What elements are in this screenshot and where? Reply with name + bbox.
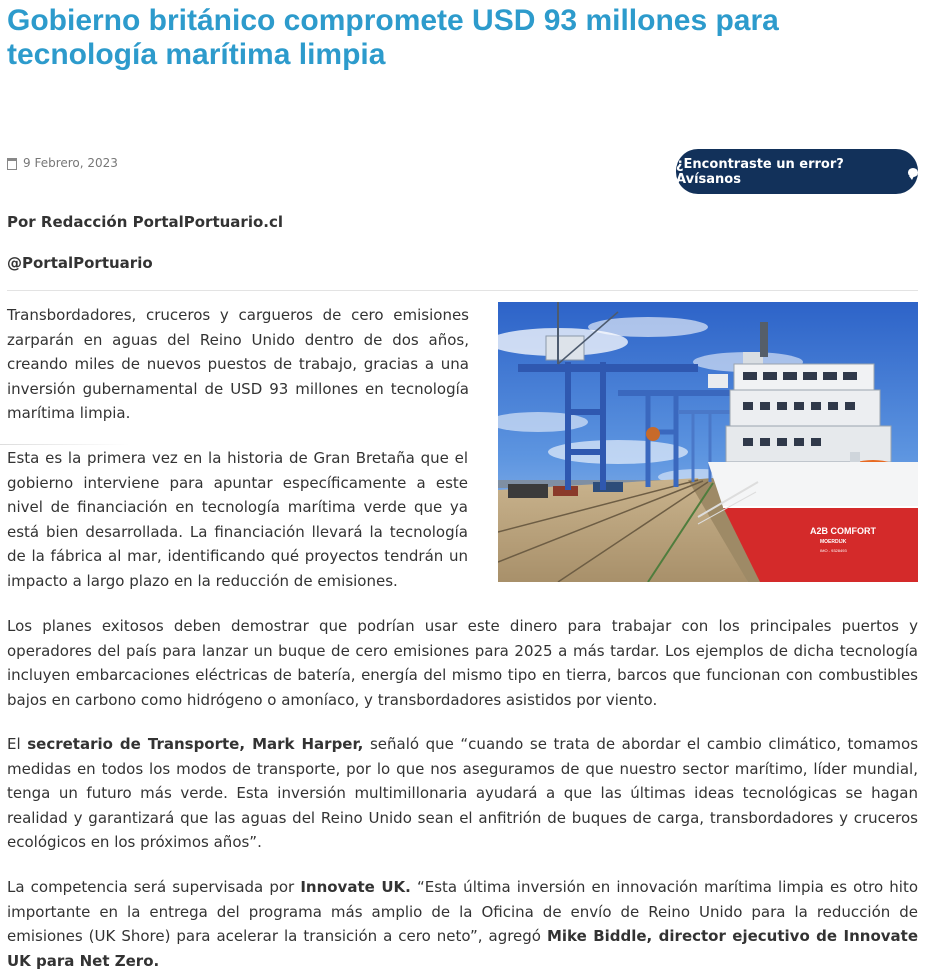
report-error-button[interactable]: [676, 149, 918, 194]
p5-middle: “Esta última inversión en innovación marítima limpia es otro hito importante en la entrega del programa más amplio de la Oficina de envío de Reino Unido para la reducción de emisiones (UK Shore) para acelerar la transición a cero neto”, agregó: [7, 878, 919, 945]
report-error-label: ¿Encontraste un error? Avísanos: [676, 156, 844, 187]
faded-divider: [0, 444, 130, 445]
comment-bubble-icon: [908, 168, 919, 177]
paragraph-2: Esta es la primera vez en la historia de Gran Bretaña que el gobierno interviene para apuntar específicamente a este nivel de financiación en tecnología marítima verde que ya está bien desarrollada. La financiación llevará la tecnología de la fábrica al mar, identificando qué proyectos tendrán un impacto a largo plazo en la reducción de emisiones.: [7, 449, 468, 590]
divider: [7, 290, 918, 291]
ship-imo-text: IMO - 9328493: [820, 548, 847, 553]
p5-bold-2: Mike Biddle, director ejecutivo de Innovate UK para Net Zero.: [7, 927, 918, 970]
article-title: Gobierno británico compromete USD 93 millones para tecnología marítima limpia: [7, 4, 779, 71]
ship-port-text: MOERDIJK: [820, 539, 847, 545]
paragraph-5: [7, 875, 918, 973]
p4-rest: señaló que “cuando se trata de abordar el cambio climático, tomamos medidas en todos los modos de transporte, por lo que nos aseguramos de que nuestro sector marítimo, líder mundial, tenga un futuro más verde. Esta inversión multimillonaria ayudará a que las últimas ideas tecnológicas se hagan realidad y garantizará que las aguas del Reino Unido sean el anfitrión de buques de carga, transbordadores y cruceros ecológicos en los próximos años”.: [7, 735, 919, 851]
paragraph-4: [7, 732, 918, 855]
paragraph-3: Los planes exitosos deben demostrar que podrían usar este dinero para trabajar con los principales puertos y operadores del país para lanzar un buque de cero emisiones para 2025 a más tardar. Los ejemplos de dicha tecnología incluyen embarcaciones eléctricas de batería, energía del mismo tipo en tierra, barcos que funcionan con combustibles bajos en carbono como hidrógeno o amoníaco, y transbordadores asistidos por viento.: [7, 617, 918, 709]
article-author: Por Redacción PortalPortuario.cl: [7, 213, 284, 231]
article-handle: @PortalPortuario: [7, 254, 153, 272]
date-text: 9 Febrero, 2023: [23, 156, 118, 170]
paragraph-1: Transbordadores, cruceros y cargueros de cero emisiones zarparán en aguas del Reino Unido dentro de dos años, creando miles de nuevos puestos de trabajo, gracias a una inversión gubernamental de USD 93 millones en tecnología marítima limpia.: [7, 306, 469, 422]
article-date: [7, 156, 118, 170]
p5-lead: La competencia será supervisada por: [7, 878, 301, 896]
article-photo: [498, 302, 918, 582]
ship-name-text: A2B COMFORT: [810, 526, 876, 536]
p4-lead: El: [7, 735, 28, 753]
p4-bold: secretario de Transporte, Mark Harper,: [27, 735, 364, 753]
p5-bold-1: Innovate UK.: [300, 878, 411, 896]
calendar-icon: [7, 158, 17, 170]
